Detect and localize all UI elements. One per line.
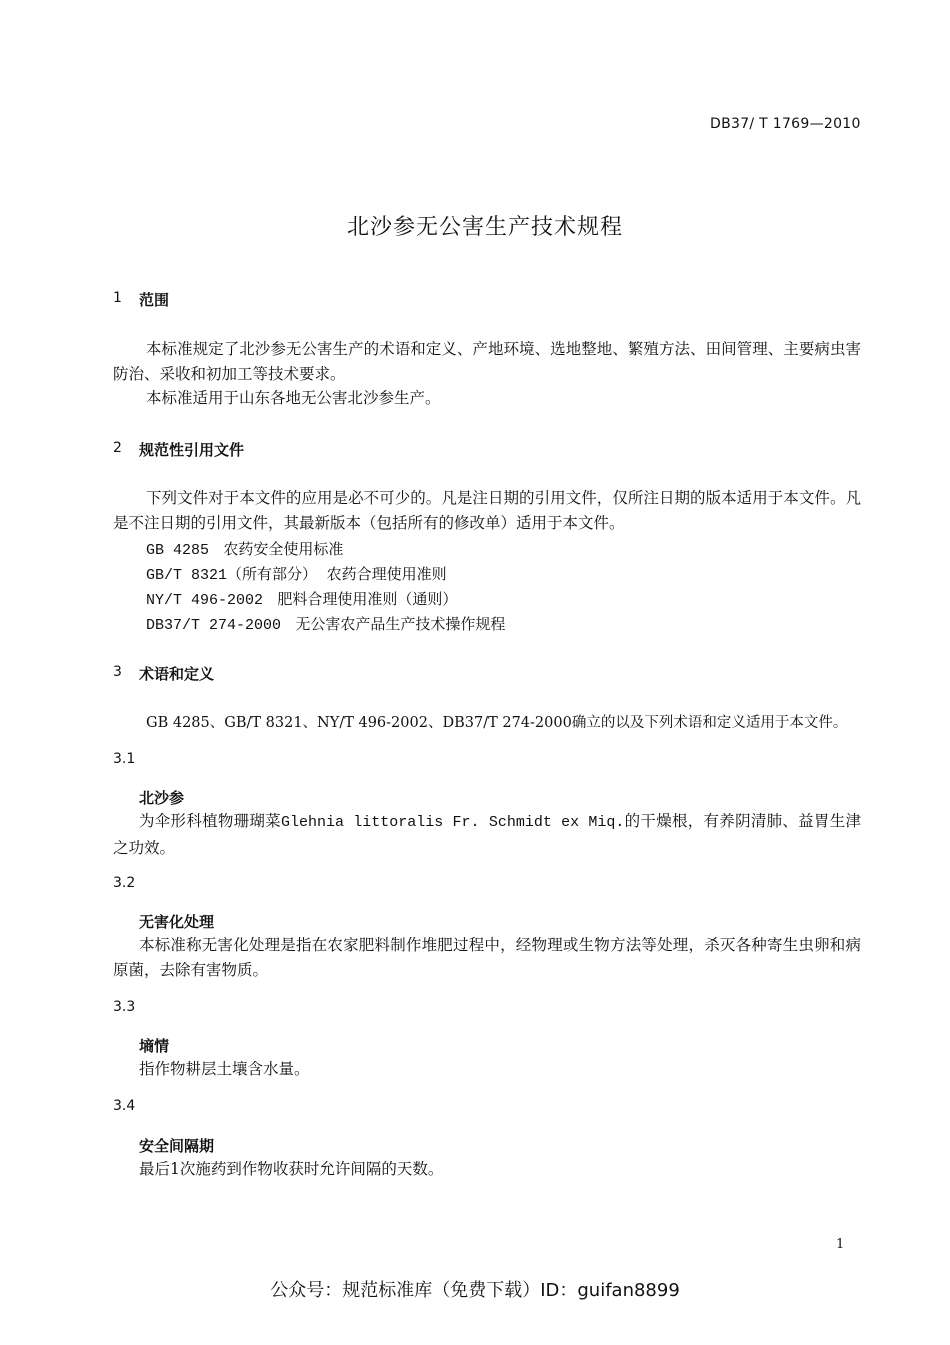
term-definition-text: 指作物耕层土壤含水量。 — [139, 1060, 310, 1078]
reference-name: 农药安全使用标准 — [223, 540, 344, 558]
section-1-para-2: 本标准适用于山东各地无公害北沙参生产。 — [146, 389, 441, 407]
reference-code: GB 4285 — [146, 542, 210, 559]
term-number: 3.1 — [113, 751, 136, 767]
reference-item — [146, 538, 343, 559]
section-3-number: 3 — [113, 664, 122, 680]
term-title: 墒情 — [139, 1037, 170, 1055]
section-2-intro — [113, 486, 861, 535]
reference-code: GB/T 8321（所有部分） — [146, 567, 318, 584]
term-title: 北沙参 — [139, 789, 185, 807]
page-number: 1 — [836, 1237, 845, 1252]
term-definition-text: 最后1次施药到作物收获时允许间隔的天数。 — [139, 1160, 444, 1178]
term-number: 3.3 — [113, 999, 136, 1015]
term-definition — [113, 933, 861, 982]
term-title: 安全间隔期 — [139, 1137, 215, 1155]
section-1-body — [113, 337, 861, 411]
section-2-number: 2 — [113, 440, 122, 456]
section-3-intro: GB 4285、GB/T 8321、NY/T 496-2002、DB37/T 274-2000确立的以及下列术语和定义适用于本文件。 — [146, 715, 848, 731]
section-1-para-1: 本标准规定了北沙参无公害生产的术语和定义、产地环境、选地整地、繁殖方法、田间管理、主要病虫害防治、采收和初加工等技术要求。 — [113, 340, 861, 383]
term-number: 3.2 — [113, 875, 136, 891]
footer-notice: 公众号：规范标准库（免费下载）ID：guifan8899 — [270, 1280, 680, 1301]
section-1-title: 范围 — [139, 291, 170, 309]
reference-item — [146, 588, 457, 609]
section-2-intro-text: 下列文件对于本文件的应用是必不可少的。凡是注日期的引用文件，仅所注日期的版本适用于本文件。凡是不注日期的引用文件，其最新版本（包括所有的修改单）适用于本文件。 — [113, 489, 861, 532]
reference-name: 无公害农产品生产技术操作规程 — [295, 615, 506, 633]
reference-item — [146, 563, 447, 584]
standard-code: DB37/ T 1769—2010 — [710, 116, 861, 132]
term-def-latin: Glehnia littoralis Fr. Schmidt ex Miq. — [280, 814, 625, 831]
document-title: 北沙参无公害生产技术规程 — [346, 215, 623, 240]
reference-name: 农药合理使用准则 — [326, 565, 447, 583]
term-definition — [113, 1057, 861, 1082]
reference-item — [146, 613, 505, 634]
term-number: 3.4 — [113, 1098, 136, 1114]
term-title: 无害化处理 — [139, 913, 215, 931]
term-definition — [113, 809, 861, 860]
term-def-pre: 为伞形科植物珊瑚菜 — [139, 812, 281, 830]
reference-name: 肥料合理使用准则（通则） — [277, 590, 458, 608]
section-3-title: 术语和定义 — [139, 665, 215, 683]
section-1-number: 1 — [113, 290, 122, 306]
term-definition — [113, 1157, 861, 1182]
reference-code: NY/T 496-2002 — [146, 592, 264, 609]
term-def-post: 的干燥根，有养阴清肺、益胃生津之功效。 — [113, 812, 861, 857]
reference-code: DB37/T 274-2000 — [146, 617, 282, 634]
term-definition-text: 本标准称无害化处理是指在农家肥料制作堆肥过程中，经物理或生物方法等处理，杀灭各种寄生虫卵和病原菌，去除有害物质。 — [113, 936, 861, 979]
section-2-title: 规范性引用文件 — [139, 441, 245, 459]
term-definition-text — [113, 809, 861, 860]
